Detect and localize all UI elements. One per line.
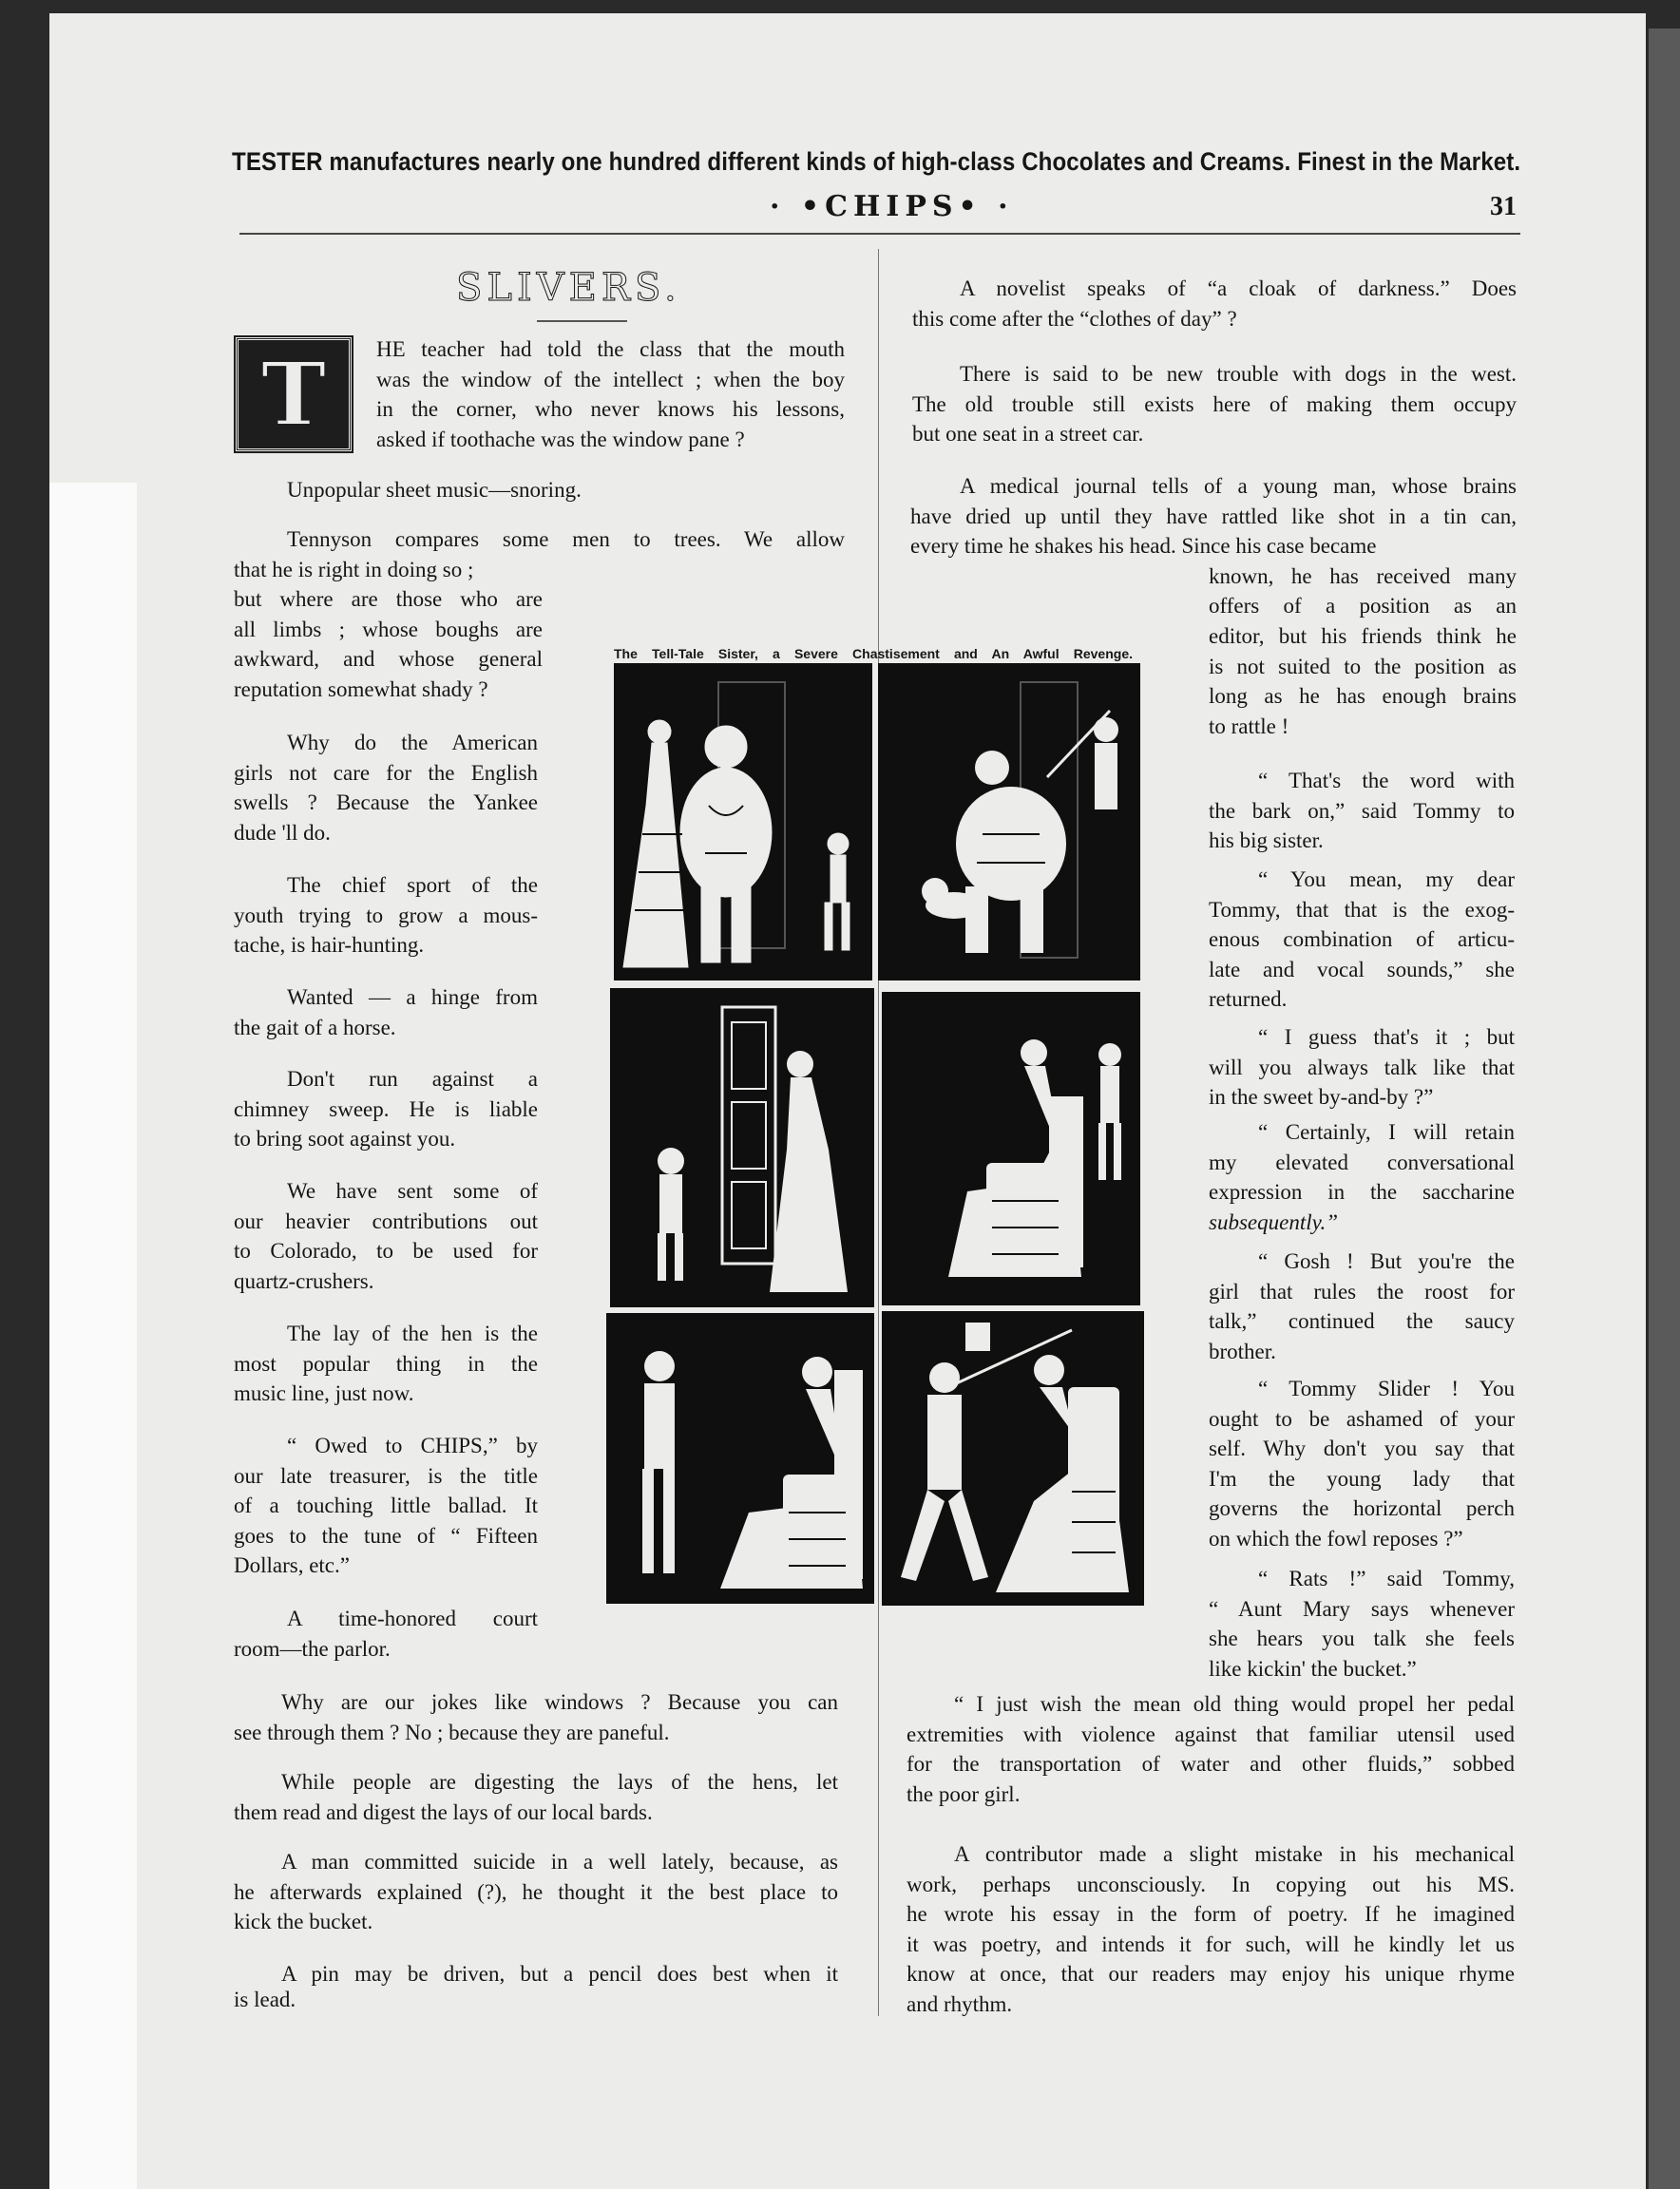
cartoon-panel-6 (882, 1311, 1144, 1606)
text-line: them read and digest the lays of our local bards. (234, 1799, 653, 1824)
text-line: most popular thing in the (234, 1351, 538, 1376)
cartoon-panel-3 (610, 988, 874, 1307)
drop-cap-letter: T (260, 343, 327, 446)
text-line: Why do the American (287, 731, 538, 754)
text-line: she hears you talk she feels (1209, 1627, 1515, 1651)
text-line: known, he has received many (1209, 563, 1517, 588)
text-line: know at once, that our readers may enjoy his unique rhyme (907, 1962, 1515, 1987)
cartoon-panel-2 (878, 663, 1140, 980)
text-line: kick the bucket. (234, 1910, 373, 1934)
text-line: all limbs ; whose boughs are (234, 617, 543, 641)
text-line: “ Rats !” said Tommy, (1258, 1567, 1515, 1590)
paragraph-gosh (1209, 1247, 1515, 1366)
text-line: “ Gosh ! But you're the (1258, 1249, 1515, 1273)
text-line: to Colorado, to be used for (234, 1239, 538, 1264)
text-line: A novelist speaks of “a cloak of darkness.” Does (960, 276, 1517, 300)
text-line: our heavier contributions out (234, 1209, 538, 1233)
text-line: girls not care for the English (234, 760, 538, 785)
text-line: the bark on,” said Tommy to (1209, 798, 1515, 823)
text-line: chimney sweep. He is liable (234, 1096, 538, 1121)
text-line: The old trouble still exists here of making them occupy (912, 391, 1517, 416)
text-line: self. Why don't you say that (1209, 1437, 1515, 1461)
text-line: to bring soot against you. (234, 1127, 456, 1152)
paragraph-lay-of-hen (234, 1319, 538, 1409)
text-line: to rattle ! (1209, 714, 1289, 738)
text-line: of a touching little ballad. It (234, 1494, 538, 1518)
advertisement-line: TESTER manufactures nearly one hundred different kinds of high-class Chocolates and Creams. Finest in the Market. (232, 147, 1521, 176)
text-line: extremities with violence against that familiar utensil used (907, 1722, 1515, 1746)
text-line: Dollars, etc.” (234, 1553, 350, 1578)
paragraph-local-bards (234, 1767, 838, 1827)
text-line: music line, just now. (234, 1381, 414, 1406)
panel-6-drawing (882, 1311, 1144, 1606)
text-line: We have sent some of (287, 1179, 538, 1203)
paragraph-sheet-music (287, 475, 845, 505)
text-line: The lay of the hen is the (287, 1322, 538, 1345)
text-line: “ That's the word with (1258, 769, 1515, 792)
text-line: editor, but his friends think he (1209, 623, 1517, 648)
text-line: Don't run against a (287, 1067, 538, 1091)
header-rule (239, 233, 1520, 235)
text-line: quartz-crushers. (234, 1268, 374, 1293)
panel-3-drawing (610, 988, 874, 1307)
text-line: Wanted — a hinge from (287, 985, 538, 1009)
text-line: late and vocal sounds,” she (1209, 957, 1515, 981)
text-line: A man committed suicide in a well lately, because, as (281, 1850, 838, 1874)
cartoon-panel-4 (882, 992, 1140, 1305)
text-line: “ I guess that's it ; but (1258, 1025, 1515, 1049)
text-line: on which the fowl reposes ?” (1209, 1526, 1463, 1551)
text-line: my elevated conversational (1209, 1150, 1515, 1174)
paragraph-contributor (907, 1839, 1515, 2020)
text-line: enous combination of articu- (1209, 927, 1515, 952)
text-line: awkward, and whose general (234, 647, 543, 672)
text-line: was the window of the intellect ; when the boy (376, 367, 845, 391)
text-line: that he is right in doing so ; (234, 557, 474, 581)
text-line: tache, is hair-hunting. (234, 933, 425, 958)
text-line: he wrote his essay in the form of poetry. If he imagined (907, 1902, 1515, 1927)
paragraph-chimney-sweep (234, 1064, 538, 1154)
text-line: our late treasurer, is the title (234, 1463, 538, 1488)
text-line: every time he shakes his head. Since his case became (910, 534, 1377, 559)
text-line: “ Aunt Mary says whenever (1209, 1596, 1515, 1621)
scan-margin (49, 483, 137, 2189)
text-line: in the sweet by-and-by ?” (1209, 1085, 1434, 1110)
text-line: will you always talk like that (1209, 1055, 1515, 1079)
text-line: this come after the “clothes of day” ? (912, 306, 1237, 331)
paragraph-pedal-extremities (907, 1689, 1515, 1809)
text-line: The chief sport of the (287, 873, 538, 897)
paragraph-saccharine (1209, 1117, 1515, 1237)
text-line: dude 'll do. (234, 820, 331, 845)
text-line: “ Certainly, I will retain (1258, 1120, 1515, 1144)
cartoon-panel-5 (606, 1313, 874, 1604)
text-line: Unpopular sheet music—snoring. (287, 478, 582, 502)
paragraph-pin-pencil (234, 1959, 838, 2019)
text-line: youth trying to grow a mous- (234, 903, 538, 927)
text-line: offers of a position as an (1209, 594, 1517, 619)
text-line: like kickin' the bucket.” (1209, 1656, 1417, 1681)
text-line: Tennyson compares some men to trees. We allow (287, 527, 845, 551)
text-line: is lead. (234, 1987, 296, 2011)
text-line: it was poetry, and intends it for such, will he kindly let us (907, 1932, 1515, 1956)
panel-2-drawing (878, 663, 1140, 980)
text-line: talk,” continued the saucy (1209, 1309, 1515, 1334)
text-line: but one seat in a street car. (912, 422, 1144, 447)
text-line: girl that rules the roost for (1209, 1279, 1515, 1304)
text-line: reputation somewhat shady ? (234, 676, 488, 701)
text-line: the poor girl. (907, 1781, 1021, 1806)
text-line: A pin may be driven, but a pencil does best when it (281, 1962, 838, 1986)
text-line: is not suited to the position as (1209, 654, 1517, 678)
text-line: goes to the tune of “ Fifteen (234, 1523, 538, 1548)
paragraph-suicide-well (234, 1847, 838, 1937)
text-line: see through them ? No ; because they are paneful. (234, 1720, 670, 1744)
paragraph-hinge (234, 982, 538, 1042)
panel-5-drawing (606, 1313, 874, 1604)
column-rule (878, 249, 879, 2016)
paragraph-sweet-by-and-by (1209, 1022, 1515, 1113)
text-line: “ I just wish the mean old thing would propel her pedal (954, 1692, 1515, 1716)
text-line: asked if toothache was the window pane ? (376, 427, 745, 451)
paragraph-rats (1209, 1564, 1515, 1684)
text-line: A medical journal tells of a young man, whose brains (960, 474, 1517, 498)
text-line: A contributor made a slight mistake in his mechanical (954, 1842, 1515, 1866)
text-line: returned. (1209, 987, 1288, 1012)
text-line: While people are digesting the lays of the hens, let (281, 1770, 838, 1794)
paragraph-dogs-west (912, 359, 1517, 449)
text-line: swells ? Because the Yankee (234, 790, 538, 815)
text-line: brother. (1209, 1339, 1276, 1363)
article-title: SLIVERS. (456, 266, 681, 310)
text-line: have dried up until they have rattled like shot in a tin can, (910, 504, 1517, 528)
masthead: · •CHIPS• · (770, 190, 1014, 223)
text-line: but where are those who are (234, 587, 543, 612)
text-line: HE teacher had told the class that the mouth (376, 337, 845, 361)
paragraph-exogenous (1209, 865, 1515, 1015)
text-line: A time-honored court (287, 1607, 538, 1630)
text-line: ought to be ashamed of your (1209, 1406, 1515, 1431)
text-line: expression in the saccharine (1209, 1180, 1515, 1205)
text-line: room—the parlor. (234, 1636, 391, 1661)
paragraph-court-room (234, 1604, 538, 1664)
text-line: I'm the young lady that (1209, 1466, 1515, 1491)
text-line: governs the horizontal perch (1209, 1496, 1515, 1521)
text-line: and rhythm. (907, 1991, 1013, 2016)
text-line: he afterwards explained (?), he thought it the best place to (234, 1879, 838, 1904)
text-line: There is said to be new trouble with dogs in the west. (960, 362, 1517, 386)
text-line: subsequently.” (1209, 1209, 1339, 1234)
text-line: the gait of a horse. (234, 1015, 396, 1039)
cartoon-panel-1 (614, 663, 872, 980)
text-line: Why are our jokes like windows ? Because you can (281, 1690, 838, 1714)
illustration-caption: The Tell-Tale Sister, a Severe Chastisement and An Awful Revenge. (614, 646, 1133, 661)
text-line: long as he has enough brains (1209, 684, 1517, 709)
paragraph-tommy-slider (1209, 1374, 1515, 1554)
panel-4-drawing (882, 992, 1140, 1305)
text-line: his big sister. (1209, 828, 1324, 853)
title-underline (537, 320, 627, 322)
paragraph-novelist (912, 274, 1517, 333)
paragraph-american-girls (234, 728, 538, 847)
paragraph-word-with-bark (1209, 766, 1515, 856)
text-line: work, perhaps unconsciously. In copying out his MS. (907, 1872, 1515, 1896)
paragraph-colorado (234, 1176, 538, 1296)
text-line: “ Tommy Slider ! You (1258, 1377, 1515, 1400)
text-line: for the transportation of water and other fluids,” sobbed (907, 1752, 1515, 1777)
panel-1-drawing (614, 663, 872, 980)
paragraph-owed-to-chips (234, 1431, 538, 1581)
text-line: in the corner, who never knows his lessons, (376, 397, 845, 422)
paragraph-teacher (376, 334, 845, 454)
paragraph-jokes-windows (234, 1687, 838, 1747)
page-number: 31 (1490, 192, 1517, 221)
book-spine (1649, 29, 1680, 2189)
paragraph-moustache (234, 870, 538, 961)
text-line: “ You mean, my dear (1258, 867, 1515, 891)
text-line: “ Owed to CHIPS,” by (287, 1434, 538, 1457)
text-line: Tommy, that that is the exog- (1209, 897, 1515, 922)
drop-cap (236, 337, 352, 451)
